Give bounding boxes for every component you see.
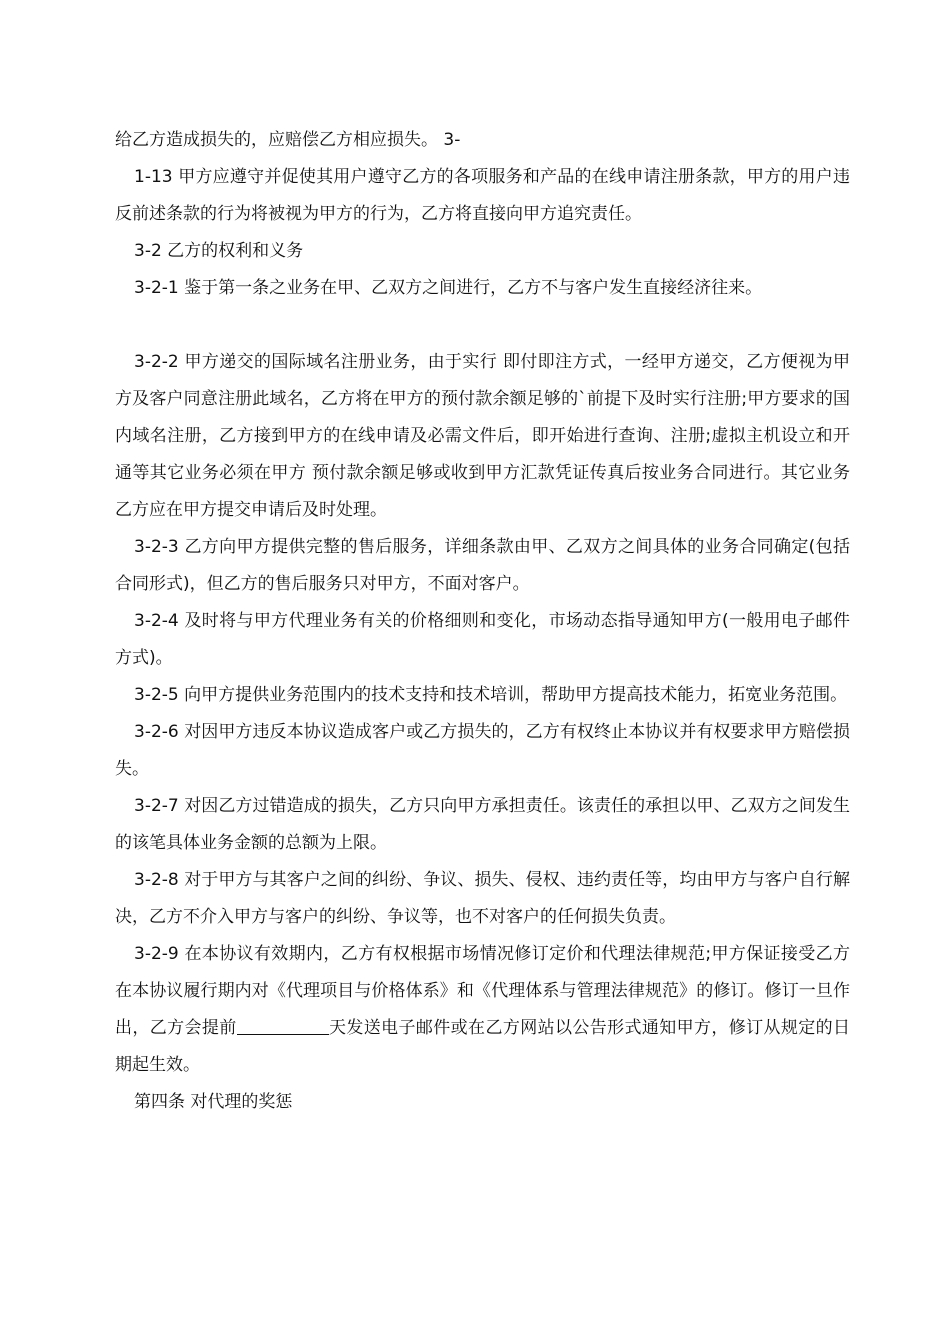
clause-3-2-3: 3-2-3 乙方向甲方提供完整的售后服务，详细条款由甲、乙双方之间具体的业务合同确定(包括合同形式)，但乙方的售后服务只对甲方，不面对客户。 xyxy=(115,537,850,594)
section-heading-3-2: 3-2 乙方的权利和义务 xyxy=(134,241,304,261)
fill-in-blank xyxy=(237,1016,329,1035)
clause-3-2-8: 3-2-8 对于甲方与其客户之间的纠纷、争议、损失、侵权、违约责任等，均由甲方与客户自行解决，乙方不介入甲方与客户的纠纷、争议等，也不对客户的任何损失负责。 xyxy=(115,870,850,927)
clause-3-2-9 xyxy=(115,936,850,1084)
clause-3-2-5: 3-2-5 向甲方提供业务范围内的技术支持和技术培训，帮助甲方提高技术能力，拓宽业务范围。 xyxy=(134,685,848,705)
clause-3-2-2: 3-2-2 甲方递交的国际域名注册业务，由于实行 即付即注方式，一经甲方递交，乙方便视为甲方及客户同意注册此域名，乙方将在甲方的预付款余额足够的`前提下及时实行注册;甲方要求的国内域名注册，乙方接到甲方的在线申请及必需文件后，即开始进行查询、注册;虚拟主机设立和开通等其它业务必须在甲方 预付款余额足够或收到甲方汇款凭证传真后按业务合同进行。其它业务乙方应在甲方提交申请后及时处理。 xyxy=(115,352,850,520)
clause-3-2-1: 3-2-1 鉴于第一条之业务在甲、乙双方之间进行，乙方不与客户发生直接经济往来。 xyxy=(134,278,763,298)
document-body xyxy=(115,122,850,1121)
clause-3-2-9-part1: 3-2-9 在本协议有效期内，乙方有权根据市场情况修订定价和代理法律规范;甲方保证接受乙方在本协议履行期内对《代理项目与价格体系》和《代理体系与管理法律规范》的修订。修订一旦作出，乙方会提前 xyxy=(115,944,850,1038)
clause-3-2-4: 3-2-4 及时将与甲方代理业务有关的价格细则和变化，市场动态指导通知甲方(一般用电子邮件方式)。 xyxy=(115,611,850,668)
paragraph-1: 给乙方造成损失的，应赔偿乙方相应损失。 3- xyxy=(115,130,461,150)
clause-3-2-9-part2: 天发送电子邮件或在乙方网站以公告形式通知甲方，修订从规定的日期起生效。 xyxy=(115,1018,851,1075)
blank-line xyxy=(115,307,850,344)
article-4-heading: 第四条 对代理的奖惩 xyxy=(134,1092,293,1112)
clause-3-2-6: 3-2-6 对因甲方违反本协议造成客户或乙方损失的，乙方有权终止本协议并有权要求甲方赔偿损失。 xyxy=(115,722,850,779)
paragraph-1-1-13: 1-13 甲方应遵守并促使其用户遵守乙方的各项服务和产品的在线申请注册条款，甲方的用户违反前述条款的行为将被视为甲方的行为，乙方将直接向甲方追究责任。 xyxy=(115,167,850,224)
clause-3-2-7: 3-2-7 对因乙方过错造成的损失，乙方只向甲方承担责任。该责任的承担以甲、乙双方之间发生的该笔具体业务金额的总额为上限。 xyxy=(115,796,850,853)
